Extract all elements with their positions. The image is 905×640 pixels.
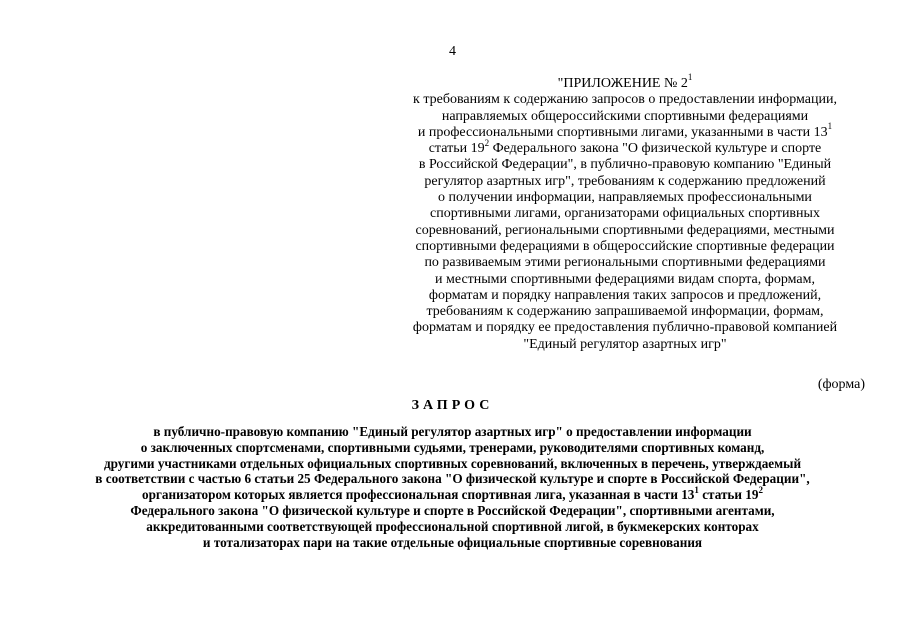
request-line: аккредитованными соответствующей профессиональной спортивной лигой, в букмекерских конторах bbox=[146, 518, 759, 534]
appendix-line: к требованиям к содержанию запросов о предоставлении информации, bbox=[413, 92, 837, 108]
appendix-line: форматам и порядку направления таких запросов и предложений, bbox=[428, 287, 822, 303]
request-line: о заключенных спортсменами, спортивными судьями, тренерами, руководителями спортивных команд, bbox=[140, 439, 765, 455]
appendix-line: и профессиональными спортивными лигами, указанными в части $13^1$ bbox=[417, 121, 833, 140]
appendix-line: в Российской Федерации", в публично-правовую компанию "Единый bbox=[418, 157, 832, 173]
request-line: Федерального закона "О физической культуре и спорте в Российской Федерации", спортивными агентами, bbox=[130, 502, 775, 518]
appendix-line: спортивными федерациями в общероссийские спортивные федерации bbox=[415, 238, 835, 254]
request-line: организатором которых является профессиональная спортивная лига, указанная в части $13^1$ статьи $19^2$ bbox=[142, 484, 763, 503]
request-line: другими участниками отдельных официальных спортивных соревнований, включенных в перечень, утверждаемый bbox=[103, 455, 802, 471]
appendix-line: "Единый регулятор азартных игр" bbox=[523, 336, 727, 352]
request-line: в соответствии с частью 6 статьи 25 Федерального закона "О физической культуре и спорте в Российской Федерации", bbox=[95, 471, 810, 487]
page-number: 4 bbox=[449, 44, 456, 59]
appendix-line: соревнований, региональными спортивными федерациями, местными bbox=[415, 222, 835, 238]
form-label: (форма) bbox=[817, 377, 865, 392]
appendix-line: спортивными лигами, организаторами официальных спортивных bbox=[430, 206, 820, 222]
request-line: в публично-правовую компанию "Единый регулятор азартных игр" о предоставлении информации bbox=[153, 424, 752, 439]
appendix-line: требованиям к содержанию запрашиваемой информации, формам, bbox=[426, 304, 824, 320]
appendix-header bbox=[380, 72, 870, 353]
appendix-line: направляемых общероссийскими спортивными федерациями bbox=[441, 108, 809, 124]
request-body bbox=[10, 424, 895, 550]
request-line: и тотализаторах пари на такие отдельные официальные спортивные соревнования bbox=[202, 534, 703, 550]
appendix-title: "ПРИЛОЖЕНИЕ № $2^1$ bbox=[557, 72, 693, 91]
appendix-line: и местными спортивными федерациями видам спорта, формам, bbox=[435, 271, 815, 287]
appendix-line: регулятор азартных игр", требованиям к содержанию предложений bbox=[424, 173, 826, 189]
request-title: ЗАПРОС bbox=[411, 398, 494, 413]
appendix-line: форматам и порядку ее предоставления публично-правовой компанией bbox=[412, 320, 838, 336]
appendix-line: по развиваемым этими региональными спортивными федерациями bbox=[424, 255, 826, 271]
appendix-line: о получении информации, направляемых профессиональными bbox=[438, 190, 812, 206]
appendix-line: статьи $19^2$ Федерального закона "О физической культуре и спорте bbox=[428, 137, 822, 157]
